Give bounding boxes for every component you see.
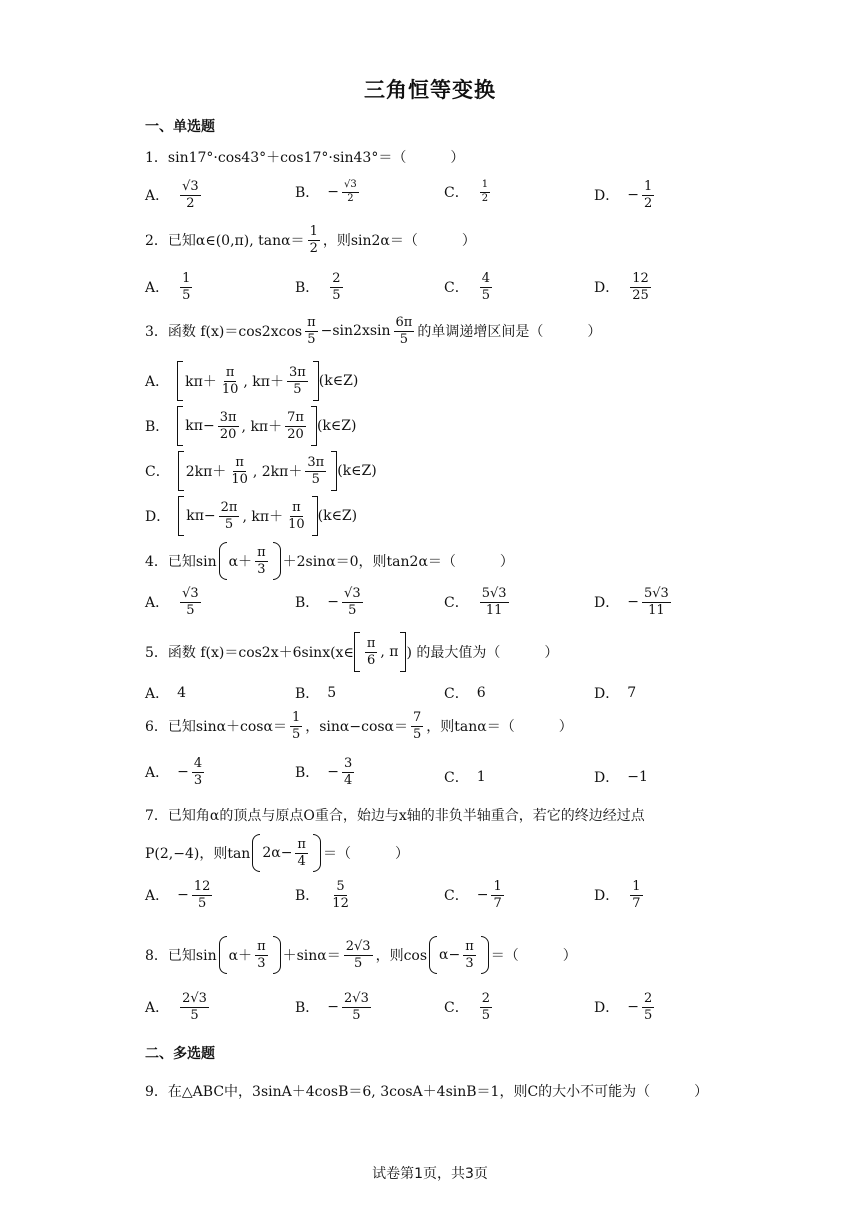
question-9-close: ） bbox=[694, 1084, 709, 1100]
denominator: 25 bbox=[632, 287, 649, 303]
numerator: 2π bbox=[220, 499, 238, 515]
question-3-stem-mid: −sin2xsin bbox=[320, 323, 391, 340]
fraction bbox=[180, 180, 201, 210]
question-6-stem: 6．已知sinα＋cosα＝ bbox=[145, 719, 287, 736]
left-paren bbox=[219, 542, 227, 580]
option-label: D． bbox=[594, 188, 620, 205]
term: , 2kπ＋ bbox=[252, 464, 303, 480]
denominator: 10 bbox=[288, 516, 305, 532]
option-label: D． bbox=[594, 770, 620, 786]
question-5-close: ） bbox=[544, 645, 559, 661]
sign: − bbox=[627, 594, 639, 611]
numerator: 5 bbox=[336, 879, 345, 894]
fraction bbox=[394, 316, 415, 346]
question-4-option-a[interactable] bbox=[145, 587, 204, 617]
sign: − bbox=[327, 764, 340, 781]
question-8-option-a[interactable] bbox=[145, 992, 212, 1022]
numerator: 3π bbox=[288, 364, 306, 380]
term: , kπ＋ bbox=[243, 374, 284, 390]
fraction bbox=[290, 711, 302, 741]
denominator: 5 bbox=[481, 287, 490, 303]
numerator: 2√3 bbox=[344, 991, 369, 1006]
question-7-close: ） bbox=[394, 846, 409, 862]
fraction bbox=[220, 366, 241, 396]
question-7-option-b[interactable] bbox=[295, 880, 354, 910]
fraction bbox=[180, 587, 201, 617]
fraction bbox=[411, 711, 423, 741]
numerator: π bbox=[225, 364, 235, 380]
question-2-stem: 2．已知α∈(0,π), tanα＝ bbox=[145, 233, 305, 250]
question-4-close: ） bbox=[499, 554, 514, 570]
question-7-line-1 bbox=[145, 805, 645, 825]
option-label: A． bbox=[145, 188, 170, 205]
option-label: C． bbox=[444, 888, 469, 905]
denominator: 5 bbox=[481, 1007, 490, 1023]
right-paren bbox=[273, 936, 281, 974]
question-6-option-d[interactable] bbox=[594, 767, 648, 787]
numerator: π bbox=[465, 938, 474, 954]
question-8-stem-mid-2: ，则cos bbox=[375, 948, 428, 964]
option-label: C． bbox=[444, 770, 469, 786]
term: , kπ＋ bbox=[241, 419, 283, 435]
question-3-option-a[interactable] bbox=[145, 361, 358, 401]
option-label: A． bbox=[145, 280, 170, 297]
term: , kπ＋ bbox=[242, 509, 284, 525]
term: α− bbox=[439, 947, 461, 963]
sign: − bbox=[327, 594, 340, 611]
option-label: C． bbox=[145, 464, 170, 480]
left-bracket bbox=[178, 496, 184, 536]
numerator: π bbox=[235, 454, 244, 470]
option-label: C． bbox=[444, 595, 469, 612]
fraction bbox=[342, 587, 363, 617]
option-label: C． bbox=[444, 280, 469, 297]
numerator: 1 bbox=[643, 179, 653, 194]
option-value: 1 bbox=[476, 769, 486, 785]
fraction bbox=[255, 546, 268, 576]
denominator: 4 bbox=[344, 772, 353, 788]
term: 2α− bbox=[262, 845, 293, 861]
numerator: 12 bbox=[632, 271, 649, 286]
numerator: 2√3 bbox=[345, 938, 371, 954]
question-6-close: ） bbox=[558, 719, 573, 736]
denominator: 5 bbox=[311, 471, 320, 487]
option-label: B． bbox=[295, 765, 320, 782]
question-5-stem: 5．函数 f(x)＝cos2x＋6sinx(x∈ bbox=[145, 645, 354, 661]
fraction bbox=[287, 366, 308, 396]
denominator: 11 bbox=[485, 602, 503, 618]
question-7-option-c[interactable] bbox=[444, 880, 507, 910]
denominator: 3 bbox=[257, 561, 266, 577]
term: α＋ bbox=[228, 554, 253, 570]
right-paren bbox=[313, 834, 321, 872]
question-2-option-a[interactable] bbox=[145, 272, 195, 302]
question-3-stem: 3．函数 f(x)＝cos2xcos bbox=[145, 324, 303, 341]
fraction bbox=[305, 456, 326, 486]
numerator: π bbox=[307, 315, 316, 330]
denominator: 4 bbox=[297, 853, 306, 869]
question-3-option-b[interactable] bbox=[145, 406, 356, 446]
numerator: π bbox=[292, 499, 301, 515]
question-4-stem: 4．已知sin bbox=[145, 554, 217, 570]
term: kπ− bbox=[185, 418, 215, 434]
numerator: 5√3 bbox=[643, 586, 669, 601]
fraction bbox=[305, 316, 318, 346]
fraction bbox=[491, 880, 503, 910]
left-bracket bbox=[177, 406, 183, 446]
question-6-option-a[interactable] bbox=[145, 757, 207, 787]
numerator: √3 bbox=[182, 586, 199, 601]
question-5 bbox=[145, 632, 558, 672]
fraction bbox=[192, 880, 213, 910]
fraction bbox=[286, 501, 307, 531]
fraction bbox=[308, 225, 320, 255]
question-8 bbox=[145, 936, 577, 974]
fraction bbox=[295, 838, 308, 868]
numerator: √3 bbox=[182, 179, 199, 194]
denominator: 7 bbox=[493, 895, 502, 911]
denominator: 5 bbox=[291, 726, 301, 742]
left-bracket bbox=[177, 361, 183, 401]
question-8-option-d[interactable] bbox=[594, 992, 657, 1022]
question-6 bbox=[145, 711, 573, 741]
numerator: 2 bbox=[481, 991, 490, 1006]
option-label: C． bbox=[444, 1000, 469, 1017]
question-2-option-d[interactable] bbox=[594, 272, 654, 302]
question-1-option-b[interactable] bbox=[295, 180, 362, 204]
question-2-option-c[interactable] bbox=[444, 272, 495, 302]
fraction bbox=[480, 180, 490, 204]
sign: − bbox=[627, 187, 639, 204]
right-paren bbox=[273, 542, 281, 580]
denominator: 3 bbox=[465, 955, 474, 971]
question-9-stem: 9．在△ABC中，3sinA＋4cosB＝6, 3cosA＋4sinB＝1，则C的大小不可能为（ bbox=[145, 1084, 651, 1100]
numerator: 1 bbox=[291, 710, 301, 725]
option-value: 4 bbox=[177, 685, 187, 701]
option-label: B． bbox=[295, 280, 320, 297]
question-7-option-a[interactable] bbox=[145, 880, 215, 910]
numerator: 3π bbox=[219, 409, 237, 425]
left-bracket bbox=[178, 451, 184, 491]
denominator: 5 bbox=[413, 726, 422, 742]
fraction bbox=[342, 757, 354, 787]
fraction bbox=[342, 992, 371, 1022]
fraction bbox=[229, 456, 250, 486]
term: α＋ bbox=[228, 948, 253, 964]
numerator: π bbox=[297, 836, 306, 852]
fraction bbox=[630, 880, 642, 910]
question-6-option-c[interactable] bbox=[444, 767, 486, 787]
numerator: 7π bbox=[287, 409, 304, 425]
option-value: −1 bbox=[627, 769, 648, 785]
question-8-stem: 8．已知sin bbox=[145, 948, 217, 964]
numerator: 7 bbox=[413, 710, 422, 725]
numerator: √3 bbox=[342, 180, 359, 193]
question-8-close: ） bbox=[562, 948, 577, 964]
question-4 bbox=[145, 542, 514, 580]
option-value: 5 bbox=[327, 685, 337, 701]
term: , π bbox=[380, 644, 399, 660]
numerator: 2√3 bbox=[182, 991, 207, 1006]
question-6-option-b[interactable] bbox=[295, 757, 357, 787]
option-label: D． bbox=[145, 509, 171, 525]
option-label: A． bbox=[145, 1000, 170, 1017]
question-1-option-c[interactable] bbox=[444, 180, 493, 204]
question-7-option-d[interactable] bbox=[594, 880, 646, 910]
numerator: 2 bbox=[643, 991, 653, 1006]
left-bracket bbox=[354, 632, 360, 672]
term: kπ− bbox=[186, 508, 216, 524]
denominator: 6 bbox=[366, 652, 376, 668]
question-3-option-c[interactable] bbox=[145, 451, 377, 491]
numerator: 1 bbox=[309, 224, 318, 239]
fraction bbox=[255, 940, 268, 970]
fraction bbox=[180, 272, 192, 302]
option-value: 7 bbox=[627, 685, 637, 701]
fraction bbox=[342, 180, 359, 204]
fraction bbox=[630, 272, 651, 302]
fraction bbox=[330, 880, 351, 910]
option-label: B． bbox=[295, 686, 320, 702]
numerator: 2 bbox=[332, 271, 341, 286]
sign: − bbox=[177, 764, 189, 781]
question-1-close: ） bbox=[450, 150, 465, 166]
fraction bbox=[642, 587, 671, 617]
question-4-option-c[interactable] bbox=[444, 587, 512, 617]
question-4-stem-tail: ＋2sinα＝0，则tan2α＝（ bbox=[282, 554, 456, 570]
question-2-close: ） bbox=[461, 233, 476, 250]
question-7-line-2 bbox=[145, 834, 409, 872]
k-domain: (k∈Z) bbox=[337, 463, 377, 479]
question-3-stem-tail: 的单调递增区间是（ bbox=[417, 324, 544, 341]
left-paren bbox=[219, 936, 227, 974]
option-label: B． bbox=[295, 888, 320, 905]
numerator: π bbox=[257, 544, 266, 560]
numerator: 6π bbox=[395, 315, 413, 330]
question-5-stem-tail: ) 的最大值为（ bbox=[406, 645, 501, 661]
denominator: 20 bbox=[287, 426, 304, 442]
k-domain: (k∈Z) bbox=[316, 418, 357, 434]
question-9 bbox=[145, 1081, 708, 1101]
section-heading-single-choice: 一、单选题 bbox=[145, 119, 215, 135]
option-value: 6 bbox=[476, 685, 486, 701]
denominator: 5 bbox=[352, 1007, 361, 1023]
sign: − bbox=[627, 999, 639, 1016]
option-label: B． bbox=[295, 1000, 320, 1017]
option-label: A． bbox=[145, 374, 170, 390]
numerator: 3 bbox=[344, 756, 353, 771]
question-7-stem: 7．已知角α的顶点与原点O重合，始边与x轴的非负半轴重合，若它的终边经过点 bbox=[145, 808, 645, 824]
denominator: 3 bbox=[193, 772, 203, 788]
question-6-stem-mid: ，sinα−cosα＝ bbox=[305, 719, 409, 736]
denominator: 2 bbox=[643, 195, 653, 211]
k-domain: (k∈Z) bbox=[318, 373, 359, 389]
question-1-option-d[interactable] bbox=[594, 180, 657, 210]
question-3-option-d[interactable] bbox=[145, 496, 357, 536]
fraction bbox=[285, 411, 306, 441]
fraction bbox=[365, 637, 378, 667]
denominator: 7 bbox=[632, 895, 641, 911]
option-label: A． bbox=[145, 888, 170, 905]
question-8-option-c[interactable] bbox=[444, 992, 495, 1022]
denominator: 10 bbox=[221, 381, 239, 397]
question-8-stem-mid: ＋sinα＝ bbox=[282, 948, 341, 964]
numerator: 5√3 bbox=[481, 586, 507, 601]
denominator: 5 bbox=[224, 516, 234, 532]
denominator: 5 bbox=[307, 331, 316, 347]
section-heading-multiple-choice: 二、多选题 bbox=[145, 1046, 215, 1062]
question-5-option-a[interactable] bbox=[145, 683, 186, 703]
denominator: 5 bbox=[348, 602, 357, 618]
question-8-option-b[interactable] bbox=[295, 992, 374, 1022]
question-7-stem-tail: ＝（ bbox=[322, 846, 351, 862]
sign: − bbox=[327, 184, 340, 200]
denominator: 5 bbox=[293, 381, 302, 397]
question-2-stem-tail: ，则sin2α＝（ bbox=[322, 233, 418, 250]
question-7-stem-2: P(2,−4)，则tan bbox=[145, 846, 251, 862]
question-6-stem-tail: ，则tanα＝（ bbox=[426, 719, 515, 736]
fraction bbox=[463, 940, 476, 970]
option-label: D． bbox=[594, 280, 620, 297]
option-label: A． bbox=[145, 686, 170, 702]
fraction bbox=[480, 587, 509, 617]
denominator: 5 bbox=[197, 895, 207, 911]
question-1 bbox=[145, 147, 464, 167]
denominator: 2 bbox=[347, 192, 354, 204]
numerator: π bbox=[257, 938, 266, 954]
question-5-option-c[interactable] bbox=[444, 683, 486, 703]
left-paren bbox=[429, 936, 437, 974]
numerator: 4 bbox=[193, 756, 203, 771]
numerator: 1 bbox=[632, 879, 641, 894]
denominator: 5 bbox=[182, 287, 191, 303]
denominator: 2 bbox=[186, 195, 195, 211]
denominator: 11 bbox=[648, 602, 665, 618]
denominator: 5 bbox=[354, 955, 363, 971]
question-3-close: ） bbox=[587, 324, 602, 341]
denominator: 2 bbox=[309, 240, 318, 256]
denominator: 5 bbox=[332, 287, 341, 303]
fraction bbox=[219, 501, 240, 531]
option-label: D． bbox=[594, 1000, 620, 1017]
fraction bbox=[480, 992, 492, 1022]
numerator: π bbox=[366, 635, 376, 651]
question-5-option-d[interactable] bbox=[594, 683, 636, 703]
denominator: 10 bbox=[231, 471, 248, 487]
question-2-option-b[interactable] bbox=[295, 272, 346, 302]
fraction bbox=[218, 411, 239, 441]
denominator: 20 bbox=[219, 426, 237, 442]
numerator: 4 bbox=[481, 271, 490, 286]
question-8-stem-tail: ＝（ bbox=[490, 948, 519, 964]
k-domain: (k∈Z) bbox=[317, 508, 358, 524]
option-label: D． bbox=[594, 686, 620, 702]
fraction bbox=[642, 180, 654, 210]
numerator: 1 bbox=[480, 180, 490, 193]
sign: − bbox=[177, 887, 189, 904]
term: kπ＋ bbox=[185, 374, 217, 390]
numerator: 1 bbox=[182, 271, 191, 286]
option-label: B． bbox=[145, 419, 170, 435]
numerator: 1 bbox=[493, 879, 502, 894]
fraction bbox=[330, 272, 342, 302]
denominator: 5 bbox=[190, 1007, 199, 1023]
fraction bbox=[480, 272, 492, 302]
fraction bbox=[344, 940, 373, 970]
denominator: 5 bbox=[186, 602, 195, 618]
numerator: √3 bbox=[344, 586, 361, 601]
denominator: 3 bbox=[257, 955, 266, 971]
question-1-stem: 1．sin17°·cos43°＋cos17°·sin43°＝（ bbox=[145, 150, 407, 166]
numerator: 3π bbox=[307, 454, 325, 470]
term: 2kπ＋ bbox=[185, 464, 227, 480]
option-label: A． bbox=[145, 595, 170, 612]
option-label: D． bbox=[594, 888, 620, 905]
option-label: C． bbox=[444, 185, 469, 201]
question-5-option-b[interactable] bbox=[295, 683, 336, 703]
fraction bbox=[180, 992, 209, 1022]
fraction bbox=[642, 992, 654, 1022]
page-footer: 试卷第1页，共3页 bbox=[372, 1166, 488, 1182]
option-label: D． bbox=[594, 595, 620, 612]
question-3 bbox=[145, 316, 601, 346]
right-paren bbox=[481, 936, 489, 974]
option-label: B． bbox=[295, 185, 320, 201]
sign: − bbox=[327, 999, 340, 1016]
question-1-option-a[interactable] bbox=[145, 180, 204, 210]
question-2 bbox=[145, 225, 476, 255]
left-paren bbox=[252, 834, 260, 872]
option-label: A． bbox=[145, 765, 170, 782]
numerator: 12 bbox=[193, 879, 211, 894]
page-title: 三角恒等变换 bbox=[364, 78, 496, 102]
denominator: 2 bbox=[481, 192, 489, 204]
sign: − bbox=[476, 887, 489, 904]
denominator: 12 bbox=[332, 895, 349, 911]
option-label: C． bbox=[444, 686, 469, 702]
fraction bbox=[192, 757, 204, 787]
option-label: B． bbox=[295, 595, 320, 612]
denominator: 5 bbox=[643, 1007, 653, 1023]
question-4-option-b[interactable] bbox=[295, 587, 366, 617]
denominator: 5 bbox=[399, 331, 409, 347]
question-4-option-d[interactable] bbox=[594, 587, 674, 617]
